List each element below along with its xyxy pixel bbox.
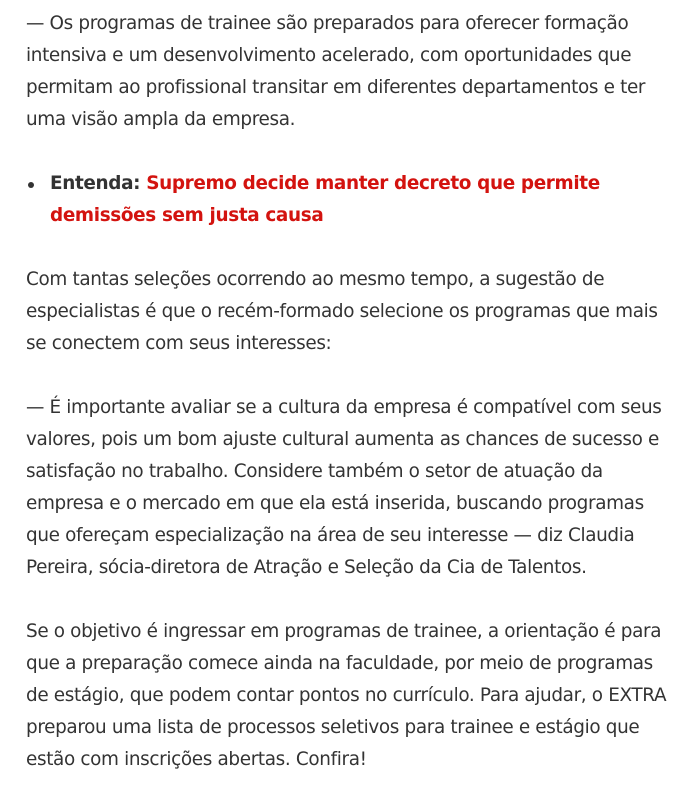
related-links-list [26,168,678,232]
paragraph-selection-advice: Com tantas seleções ocorrendo ao mesmo tempo, a sugestão de especialistas é que o recém-formado selecione os programas que mais se conectem com seus interesses: [26,269,658,354]
paragraph-trainee-programs: — Os programas de trainee são preparados para oferecer formação intensiva e um desenvolvimento acelerado, com oportunidades que permitam ao profissional transitar em diferentes departamentos e ter uma visão ampla da empresa. [26,13,646,130]
paragraph-internship-orientation: Se o objetivo é ingressar em programas de trainee, a orientação é para que a preparação comece ainda na faculdade, por meio de programas de estágio, que podem contar pontos no currículo. Para ajudar, o EXTRA preparou uma lista de processos seletivos para trainee e estágio que estão com inscrições abertas. Confira! [26,621,667,770]
paragraph-expert-quote: — É importante avaliar se a cultura da empresa é compatível com seus valores, pois um bom ajuste cultural aumenta as chances de sucesso e satisfação no trabalho. Considere também o setor de atuação da empresa e o mercado em que ela está inserida, buscando programas que ofereçam especialização na área de seu interesse — diz Claudia Pereira, sócia-diretora de Atração e Seleção da Cia de Talentos. [26,397,662,578]
related-article-link[interactable]: Supremo decide manter decreto que permite demissões sem justa causa [50,173,600,226]
bullet-icon [28,182,34,188]
article-body [26,8,678,808]
related-label: Entenda: [50,173,147,194]
related-link-item [50,168,678,232]
